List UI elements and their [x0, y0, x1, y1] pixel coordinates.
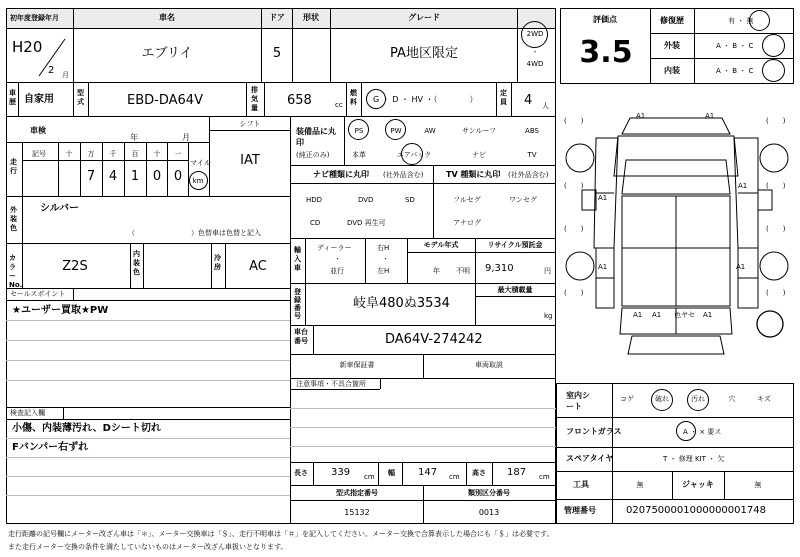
max-load-unit: kg	[544, 312, 553, 320]
length-unit: cm	[364, 473, 375, 481]
ac: AC	[249, 259, 267, 274]
fuel-options: G ・ D ・ HV ・（ ）	[373, 95, 478, 104]
jack-label: ジャッキ	[682, 480, 714, 489]
import-dot2: ・	[382, 255, 389, 263]
drive-4wd: 4WD	[526, 60, 544, 68]
interior-label: 内装	[664, 66, 680, 75]
equip-ps: PS	[354, 127, 364, 135]
mark-a1-left-rear: A1	[598, 263, 608, 271]
exterior-c-circle	[762, 34, 785, 57]
equip-sunroof: サンルーフ	[461, 127, 497, 135]
selling-points-text: ★ユーザー買取★PW	[12, 305, 109, 316]
bracket-right-mid: ( )	[766, 182, 786, 190]
windshield-label: フロントガラス	[566, 427, 622, 436]
displacement-label: 排気量	[251, 86, 258, 112]
navi-label-sub: (社外品含む)	[383, 171, 424, 179]
model: EBD-DA64V	[127, 93, 203, 108]
mark-color-fade: 色ヤセ	[674, 311, 695, 319]
equip-airbag-circle	[401, 143, 423, 165]
footer-line2: また走行メーター交換の条件を満たしていないものはメーター改ざん車扱いとなります。	[8, 543, 288, 551]
inspection-label: 車検	[30, 126, 46, 135]
interior-color-label: 内装色	[133, 250, 140, 276]
recycle-unit: 円	[544, 267, 551, 275]
bracket-left-bottom: ( )	[564, 289, 584, 297]
month: 2	[48, 65, 55, 76]
grade: PA地区限定	[390, 46, 458, 61]
height-unit: cm	[539, 473, 550, 481]
tv-label: TV 種類に丸印	[446, 170, 501, 179]
equip-navi: ナビ	[472, 151, 486, 159]
digit-header-4: 十	[153, 150, 161, 158]
displacement: 658	[287, 93, 312, 108]
usage: 自家用	[24, 94, 54, 105]
digit-2: 4	[108, 169, 118, 184]
bracket-right-low: ( )	[766, 225, 786, 233]
equip-aw: AW	[424, 127, 436, 135]
model-year-unit: 年	[433, 267, 440, 275]
bracket-right-bottom: ( )	[766, 289, 786, 297]
equip-pw: PW	[390, 127, 402, 135]
digit-header-1: 万	[87, 150, 95, 158]
digit-4: 0	[152, 169, 162, 184]
registration-label: 登録番号	[294, 288, 301, 320]
spare-label: スペアタイヤ	[566, 454, 614, 463]
doors: 5	[272, 46, 282, 61]
repair-label: 修復歴	[660, 16, 684, 25]
seat-hole: 穴	[728, 395, 736, 403]
inspector-label: 検査記入欄	[10, 409, 45, 417]
windshield-a-circle	[676, 421, 696, 441]
management-label: 管理番号	[564, 506, 596, 515]
score-label: 評価点	[593, 15, 617, 24]
inspector-line2: Fバンパー右ずれ	[12, 442, 89, 453]
height-label: 高さ	[472, 469, 486, 477]
width: 147	[418, 467, 438, 478]
navi-dvd-play: DVD 再生可	[347, 219, 386, 227]
length-label: 長さ	[294, 469, 308, 477]
navi-dvd: DVD	[358, 196, 374, 204]
tv-analog: アナログ	[453, 219, 481, 227]
capacity: 4	[524, 93, 533, 108]
drive-dot: ・	[531, 48, 539, 56]
digit-header-5: 一	[174, 150, 182, 158]
tv-fullseg: フルセグ	[453, 196, 481, 204]
drive-2wd: 2WD	[526, 30, 544, 38]
navi-hdd: HDD	[306, 196, 323, 204]
unit-mile: マイル	[190, 159, 211, 167]
mark-a1-right-front: A1	[738, 182, 748, 190]
year-era: H20	[12, 38, 43, 56]
model-year-label: モデル年式	[423, 241, 459, 249]
color-no-label: カラーNo.	[9, 254, 23, 289]
fuel-g-circle	[366, 89, 386, 109]
exterior-label: 外装	[664, 41, 680, 50]
inspection-month: 月	[182, 133, 190, 142]
category-label: 類別区分番号	[468, 489, 510, 497]
car-name: エブリイ	[141, 46, 193, 61]
navi-label: ナビ種類に丸印	[313, 170, 369, 179]
tools-value: 無	[636, 481, 644, 489]
capacity-label: 定員	[500, 89, 507, 106]
shift-label: シフト	[239, 120, 261, 128]
repair-none-circle	[749, 10, 770, 31]
designation: 15132	[344, 508, 370, 517]
month-unit: 月	[62, 71, 69, 79]
equipment-label: 装備品に丸印	[296, 127, 336, 147]
interior-c-circle	[762, 59, 785, 82]
ac-label: 冷房	[214, 254, 221, 271]
equip-airbag: エアバック	[396, 151, 432, 159]
import-parallel: 並行	[330, 267, 344, 275]
mark-a1-rear-left: A1	[633, 311, 643, 319]
color-label: 外装色	[10, 206, 17, 232]
chassis: DA64V-274242	[385, 332, 483, 347]
color-note: （ ）色替車は色替と記入	[128, 229, 261, 237]
import-label: 輸入車	[294, 246, 301, 272]
mark-a1-rear-center: A1	[652, 311, 662, 319]
fuel-label: 燃料	[350, 89, 357, 106]
score-value: 3.5	[579, 35, 633, 70]
vehicle-diagram	[560, 98, 794, 380]
door-label: ドア	[269, 13, 285, 22]
digit-header-3: 百	[131, 150, 139, 158]
import-dot: ・	[334, 255, 341, 263]
shift: IAT	[240, 153, 260, 168]
mark-a1-front-left: A1	[636, 112, 646, 120]
model-year-value: 不明	[456, 267, 470, 275]
color-no: Z2S	[62, 259, 88, 274]
footer-line1: 走行距離の記号欄にメーター改ざん車は「＊」、メーター交換車は「＄」、走行不明車は「＃」を記入してください。メーター交換で合算表示した場合にも「＄」は必要です。	[8, 530, 554, 538]
mark-a1-rear-right: A1	[703, 311, 713, 319]
notes-label: 注意事項・不具合箇所	[296, 380, 366, 388]
equip-ps-circle	[348, 119, 369, 140]
digit-5: 0	[173, 169, 183, 184]
windshield-options: A ・ × 要ス	[683, 428, 722, 436]
recycle-label: リサイクル預託金	[487, 241, 543, 249]
recycle: 9,310	[485, 263, 514, 274]
cc-unit: cc	[335, 101, 343, 109]
digit-1: 7	[86, 169, 96, 184]
mark-a1-front-right: A1	[705, 112, 715, 120]
tv-label-sub: (社外品含む)	[508, 171, 549, 179]
exterior-options: A ・ B ・ C	[716, 42, 754, 50]
seat-tear: 破れ	[655, 395, 669, 403]
navi-cd: CD	[310, 219, 321, 227]
equip-leather: 本革	[352, 151, 366, 159]
jack-value: 無	[754, 481, 762, 489]
chassis-label: 車台番号	[294, 328, 308, 345]
seat-scratch: キズ	[757, 395, 771, 403]
unit-km: km	[192, 177, 204, 185]
tools-label: 工具	[573, 480, 589, 489]
seat-dirt-circle	[687, 389, 709, 411]
seat-dirt: 汚れ	[691, 395, 705, 403]
warranty-manual: 車両取説	[475, 361, 503, 369]
seat-burn: コゲ	[620, 395, 634, 403]
bracket-right-top: ( )	[766, 117, 786, 125]
repair-options: 有 ・ 無	[728, 17, 754, 25]
height: 187	[507, 467, 527, 478]
import-left-h: 左H	[377, 267, 390, 275]
digit-header-2: 千	[109, 150, 117, 158]
digit-3: 1	[130, 169, 140, 184]
import-right-h: 右H	[377, 244, 390, 252]
mark-a1-right-rear: A1	[736, 263, 746, 271]
car-name-label: 車名	[159, 13, 175, 22]
selling-points-label: セールスポイント	[10, 290, 66, 298]
inspection-year: 年	[130, 133, 138, 142]
seat-tear-circle	[651, 389, 673, 411]
grade-label: グレード	[408, 13, 440, 22]
import-dealer: ディーラー	[317, 244, 352, 252]
mileage-label: 走行	[10, 158, 17, 175]
digit-header-0: 十	[65, 150, 73, 158]
warranty-new: 新車保証書	[339, 361, 375, 369]
equip-tv: TV	[527, 151, 537, 159]
mileage-sign-label: 記号	[32, 150, 46, 158]
inspector-line1: 小傷、内装薄汚れ、Dシート切れ	[12, 423, 161, 434]
equipment-label-sub: (純正のみ)	[296, 151, 330, 159]
model-label: 型式	[77, 89, 84, 106]
interior-options: A ・ B ・ C	[716, 67, 754, 75]
bracket-left-top: ( )	[564, 117, 584, 125]
spare-options: T ・ 修理 KIT ・ 欠	[663, 455, 725, 463]
color-value: シルバー	[40, 203, 80, 214]
bracket-left-low: ( )	[564, 225, 584, 233]
mark-a1-left-middle: A1	[598, 194, 608, 202]
width-unit: cm	[449, 473, 460, 481]
navi-sd: SD	[405, 196, 415, 204]
length: 339	[331, 467, 351, 478]
bracket-left-mid: ( )	[564, 182, 584, 190]
equip-pw-circle	[385, 119, 406, 140]
year-label: 初年度登録年月	[10, 14, 59, 22]
registration: 岐阜480ぬ3534	[353, 296, 450, 311]
seat-label: 室内シート	[566, 391, 590, 411]
designation-label: 型式指定番号	[336, 489, 378, 497]
tv-oneseg: ワンセグ	[509, 196, 537, 204]
width-label: 幅	[388, 469, 395, 477]
usage-label: 車歴	[9, 89, 16, 106]
equip-abs: ABS	[525, 127, 539, 135]
max-load-label: 最大積載量	[497, 286, 533, 294]
management: 0207500001000000001748	[626, 505, 766, 516]
shape-label: 形状	[303, 13, 319, 22]
capacity-unit: 人	[542, 102, 549, 110]
category: 0013	[478, 508, 500, 517]
